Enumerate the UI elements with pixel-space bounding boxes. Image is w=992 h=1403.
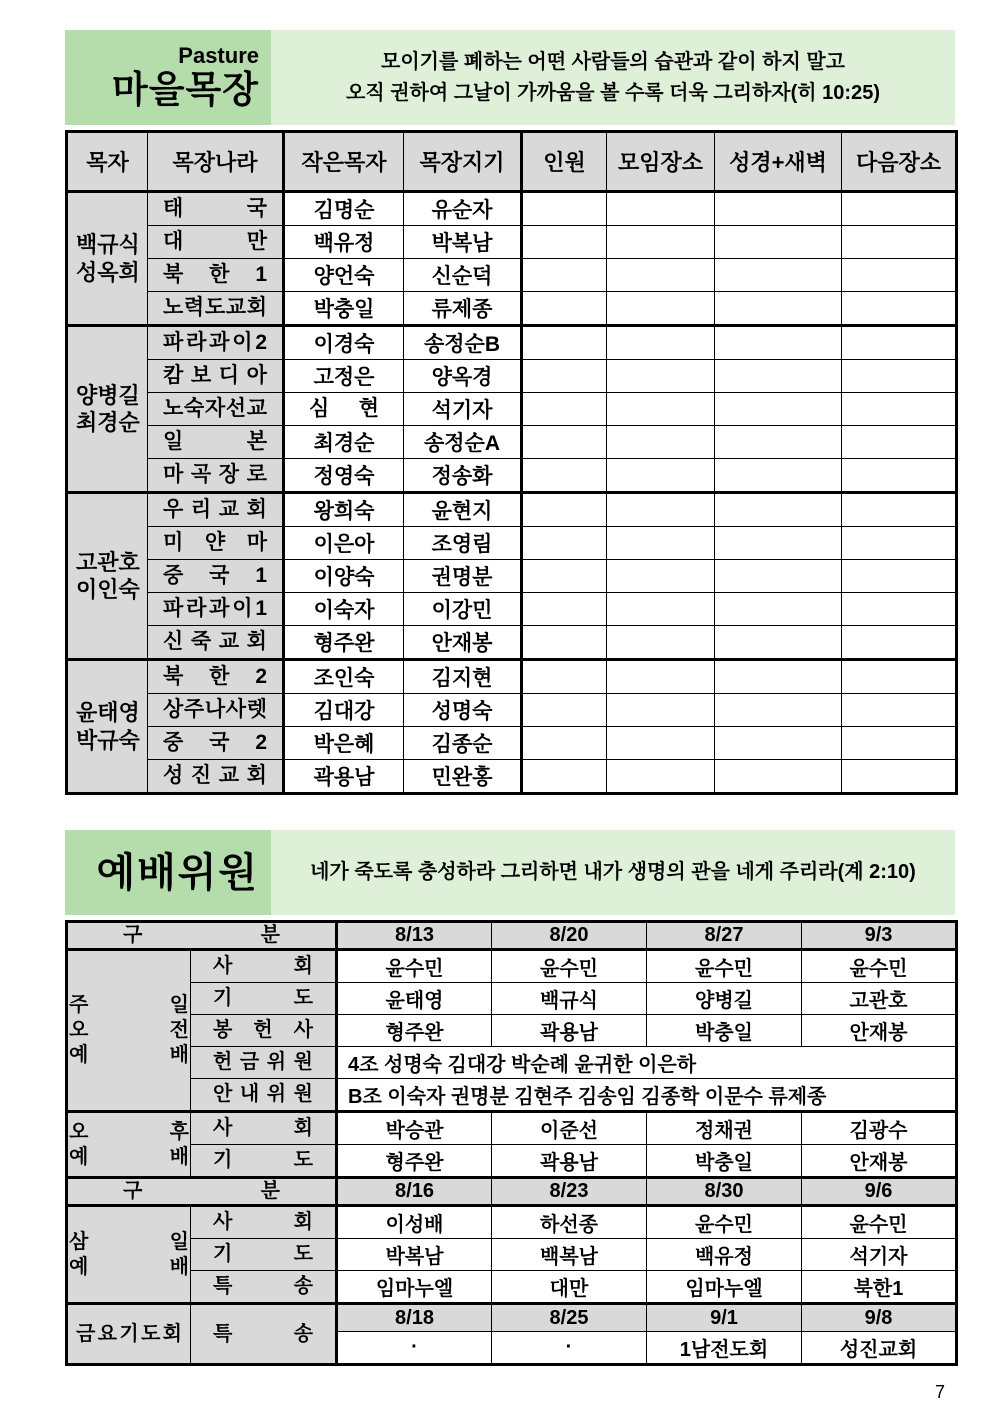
country-cell: 파 라 과 이 2 <box>148 326 284 360</box>
pasture-title-box <box>65 30 271 125</box>
small-shepherd-cell: 형주완 <box>284 626 404 660</box>
keeper-cell: 유순자 <box>404 192 522 226</box>
special-song-cell: 성진교회 <box>802 1332 957 1365</box>
name-cell: 백복남 <box>492 1239 647 1271</box>
next-place-cell <box>842 527 957 560</box>
name-cell: 이성배 <box>337 1206 492 1239</box>
count-cell <box>522 626 607 660</box>
country-cell: 신 죽 교 회 <box>148 626 284 660</box>
place-cell <box>607 326 715 360</box>
count-cell <box>522 360 607 393</box>
pasture-row <box>67 426 957 459</box>
country-cell: 대 만 <box>148 226 284 259</box>
next-place-cell <box>842 493 957 527</box>
group-cell: 삼 일 예 배 <box>67 1206 191 1304</box>
keeper-cell: 정송화 <box>404 459 522 493</box>
keeper-cell: 신순덕 <box>404 259 522 292</box>
worship-verse: 네가 죽도록 충성하라 그리하면 내가 생명의 관을 네게 주리라(계 2:10) <box>310 861 916 883</box>
shepherd-cell: 윤 태 영 박 규 숙 <box>67 660 148 794</box>
pasture-row <box>67 259 957 292</box>
place-cell <box>607 593 715 626</box>
role-label-cell: 봉 헌 사 <box>191 1015 337 1047</box>
count-cell <box>522 426 607 459</box>
name-cell: 윤수민 <box>647 950 802 983</box>
pasture-title: 마을목장 <box>112 69 259 111</box>
pasture-table <box>65 130 958 795</box>
count-cell <box>522 727 607 760</box>
keeper-cell: 윤현지 <box>404 493 522 527</box>
keeper-cell: 송정순B <box>404 326 522 360</box>
small-shepherd-cell: 백유정 <box>284 226 404 259</box>
pasture-verse-line1: 모이기를 폐하는 어떤 사람들의 습관과 같이 하지 말고 <box>381 50 845 73</box>
group-cell: 금 요 기 도 회 <box>67 1304 191 1365</box>
shepherd-cell: 고 관 호 이 인 숙 <box>67 493 148 660</box>
name-cell: 박복남 <box>337 1239 492 1271</box>
worship-table <box>65 920 958 1366</box>
place-cell <box>607 459 715 493</box>
place-cell <box>607 560 715 593</box>
worship-row <box>67 1178 957 1206</box>
country-cell: 노 력 도 교 회 <box>148 292 284 326</box>
pasture-row <box>67 192 957 226</box>
bible-dawn-cell <box>715 493 842 527</box>
count-cell <box>522 192 607 226</box>
bible-dawn-cell <box>715 694 842 727</box>
count-cell <box>522 259 607 292</box>
name-cell: 윤수민 <box>647 1206 802 1239</box>
date-header-cell: 8/27 <box>647 922 802 950</box>
date-header-cell: 8/18 <box>337 1304 492 1332</box>
small-shepherd-cell: 박충일 <box>284 292 404 326</box>
special-song-cell: · <box>337 1332 492 1365</box>
name-cell: 임마누엘 <box>337 1271 492 1304</box>
pasture-verse-box <box>271 30 955 125</box>
count-cell <box>522 760 607 794</box>
wide-names-cell: 4조 성명숙 김대강 박순례 윤귀한 이은하 <box>337 1047 957 1079</box>
wide-names-cell: B조 이숙자 권명분 김현주 김송임 김종학 이문수 류제종 <box>337 1079 957 1112</box>
date-header-cell: 9/1 <box>647 1304 802 1332</box>
pasture-row <box>67 694 957 727</box>
role-label-cell: 사 회 <box>191 1112 337 1145</box>
name-cell: 곽용남 <box>492 1145 647 1178</box>
small-shepherd-cell: 조인숙 <box>284 660 404 694</box>
country-cell: 북 한 1 <box>148 259 284 292</box>
name-cell: 하선종 <box>492 1206 647 1239</box>
worship-row <box>67 1271 957 1304</box>
place-cell <box>607 660 715 694</box>
pasture-banner <box>65 30 955 125</box>
keeper-cell: 김종순 <box>404 727 522 760</box>
name-cell: 곽용남 <box>492 1015 647 1047</box>
special-song-cell: 1남전도회 <box>647 1332 802 1365</box>
next-place-cell <box>842 192 957 226</box>
place-cell <box>607 292 715 326</box>
name-cell: 형주완 <box>337 1145 492 1178</box>
date-header-cell: 9/8 <box>802 1304 957 1332</box>
worship-row <box>67 1079 957 1112</box>
worship-row <box>67 1047 957 1079</box>
bible-dawn-cell <box>715 360 842 393</box>
name-cell: 윤수민 <box>337 950 492 983</box>
bible-dawn-cell <box>715 226 842 259</box>
col-header-small-shepherd: 작은목자 <box>284 132 404 192</box>
country-cell: 노 숙 자 선 교 <box>148 393 284 426</box>
worship-verse-box <box>271 830 955 915</box>
worship-row <box>67 983 957 1015</box>
place-cell <box>607 393 715 426</box>
bible-dawn-cell <box>715 326 842 360</box>
pasture-row <box>67 360 957 393</box>
bible-dawn-cell <box>715 459 842 493</box>
role-label-cell: 기 도 <box>191 983 337 1015</box>
place-cell <box>607 493 715 527</box>
place-cell <box>607 727 715 760</box>
col-header-keeper: 목장지기 <box>404 132 522 192</box>
name-cell: 윤수민 <box>802 950 957 983</box>
count-cell <box>522 560 607 593</box>
pasture-row <box>67 593 957 626</box>
name-cell: 이준선 <box>492 1112 647 1145</box>
col-header-shepherd: 목자 <box>67 132 148 192</box>
place-cell <box>607 192 715 226</box>
role-label-cell: 헌 금 위 원 <box>191 1047 337 1079</box>
worship-row <box>67 1145 957 1178</box>
name-cell: 백유정 <box>647 1239 802 1271</box>
worship-row <box>67 1304 957 1332</box>
pasture-header-row <box>67 132 957 192</box>
name-cell: 윤수민 <box>492 950 647 983</box>
next-place-cell <box>842 760 957 794</box>
next-place-cell <box>842 626 957 660</box>
count-cell <box>522 226 607 259</box>
worship-row <box>67 1015 957 1047</box>
bible-dawn-cell <box>715 426 842 459</box>
keeper-cell: 박복남 <box>404 226 522 259</box>
worship-banner <box>65 830 955 915</box>
next-place-cell <box>842 360 957 393</box>
count-cell <box>522 527 607 560</box>
shepherd-cell: 양 병 길 최 경 순 <box>67 326 148 493</box>
small-shepherd-cell: 이숙자 <box>284 593 404 626</box>
small-shepherd-cell: 심 현 <box>284 393 404 426</box>
count-cell <box>522 493 607 527</box>
date-header-cell: 9/6 <box>802 1178 957 1206</box>
country-cell: 상 주 나 사 렛 <box>148 694 284 727</box>
role-label-cell: 사 회 <box>191 950 337 983</box>
bible-dawn-cell <box>715 192 842 226</box>
place-cell <box>607 694 715 727</box>
country-cell: 중 국 2 <box>148 727 284 760</box>
col-header-bible-dawn: 성경+새벽 <box>715 132 842 192</box>
small-shepherd-cell: 최경순 <box>284 426 404 459</box>
worship-row <box>67 922 957 950</box>
name-cell: 정채권 <box>647 1112 802 1145</box>
worship-title-box <box>65 830 271 915</box>
keeper-cell: 민완홍 <box>404 760 522 794</box>
col-header-place: 모임장소 <box>607 132 715 192</box>
place-cell <box>607 626 715 660</box>
small-shepherd-cell: 양언숙 <box>284 259 404 292</box>
worship-table-body <box>67 922 957 1365</box>
date-header-cell: 9/3 <box>802 922 957 950</box>
keeper-cell: 성명숙 <box>404 694 522 727</box>
divider-label-cell: 구 분 <box>67 1178 337 1206</box>
date-header-cell: 8/20 <box>492 922 647 950</box>
group-cell: 오 후 예 배 <box>67 1112 191 1178</box>
next-place-cell <box>842 226 957 259</box>
pasture-row <box>67 727 957 760</box>
bible-dawn-cell <box>715 527 842 560</box>
count-cell <box>522 292 607 326</box>
country-cell: 마 곡 장 로 <box>148 459 284 493</box>
role-label-cell: 기 도 <box>191 1239 337 1271</box>
worship-row <box>67 1112 957 1145</box>
small-shepherd-cell: 왕희숙 <box>284 493 404 527</box>
keeper-cell: 이강민 <box>404 593 522 626</box>
place-cell <box>607 760 715 794</box>
name-cell: 박충일 <box>647 1145 802 1178</box>
keeper-cell: 조영림 <box>404 527 522 560</box>
name-cell: 형주완 <box>337 1015 492 1047</box>
pasture-table-body <box>67 192 957 794</box>
col-header-count: 인원 <box>522 132 607 192</box>
country-cell: 북 한 2 <box>148 660 284 694</box>
page-number: 7 <box>934 1382 945 1402</box>
place-cell <box>607 360 715 393</box>
name-cell: 윤수민 <box>802 1206 957 1239</box>
country-cell: 우 리 교 회 <box>148 493 284 527</box>
country-cell: 중 국 1 <box>148 560 284 593</box>
next-place-cell <box>842 259 957 292</box>
worship-row <box>67 1239 957 1271</box>
date-header-cell: 8/30 <box>647 1178 802 1206</box>
next-place-cell <box>842 426 957 459</box>
name-cell: 임마누엘 <box>647 1271 802 1304</box>
name-cell: 고관호 <box>802 983 957 1015</box>
pasture-row <box>67 493 957 527</box>
pasture-verse-line2: 오직 권하여 그날이 가까움을 볼 수록 더욱 그리하자(히 10:25) <box>346 81 880 104</box>
country-cell: 태 국 <box>148 192 284 226</box>
count-cell <box>522 660 607 694</box>
bible-dawn-cell <box>715 593 842 626</box>
role-label-cell: 특 송 <box>191 1271 337 1304</box>
pasture-row <box>67 660 957 694</box>
name-cell: 양병길 <box>647 983 802 1015</box>
country-cell: 성 진 교 회 <box>148 760 284 794</box>
country-cell: 미 얀 마 <box>148 527 284 560</box>
special-song-cell: · <box>492 1332 647 1365</box>
small-shepherd-cell: 고정은 <box>284 360 404 393</box>
pasture-row <box>67 527 957 560</box>
next-place-cell <box>842 326 957 360</box>
bible-dawn-cell <box>715 560 842 593</box>
next-place-cell <box>842 694 957 727</box>
name-cell: 백규식 <box>492 983 647 1015</box>
bible-dawn-cell <box>715 626 842 660</box>
keeper-cell: 안재봉 <box>404 626 522 660</box>
country-cell: 캄 보 디 아 <box>148 360 284 393</box>
keeper-cell: 류제종 <box>404 292 522 326</box>
next-place-cell <box>842 393 957 426</box>
small-shepherd-cell: 정영숙 <box>284 459 404 493</box>
pasture-row <box>67 326 957 360</box>
keeper-cell: 석기자 <box>404 393 522 426</box>
pasture-row <box>67 226 957 259</box>
name-cell: 석기자 <box>802 1239 957 1271</box>
divider-label-cell: 구 분 <box>67 922 337 950</box>
next-place-cell <box>842 593 957 626</box>
name-cell: 북한1 <box>802 1271 957 1304</box>
bible-dawn-cell <box>715 292 842 326</box>
group-cell: 주 일 오 전 예 배 <box>67 950 191 1112</box>
name-cell: 박승관 <box>337 1112 492 1145</box>
worship-row <box>67 950 957 983</box>
count-cell <box>522 326 607 360</box>
pasture-row <box>67 626 957 660</box>
next-place-cell <box>842 459 957 493</box>
count-cell <box>522 694 607 727</box>
small-shepherd-cell: 이은아 <box>284 527 404 560</box>
pasture-row <box>67 560 957 593</box>
pasture-row <box>67 760 957 794</box>
role-label-cell: 안 내 위 원 <box>191 1079 337 1112</box>
bible-dawn-cell <box>715 760 842 794</box>
next-place-cell <box>842 727 957 760</box>
role-label-cell: 특 송 <box>191 1304 337 1365</box>
bible-dawn-cell <box>715 259 842 292</box>
bible-dawn-cell <box>715 660 842 694</box>
role-label-cell: 사 회 <box>191 1206 337 1239</box>
keeper-cell: 권명분 <box>404 560 522 593</box>
col-header-next-place: 다음장소 <box>842 132 957 192</box>
date-header-cell: 8/13 <box>337 922 492 950</box>
small-shepherd-cell: 박은혜 <box>284 727 404 760</box>
date-header-cell: 8/23 <box>492 1178 647 1206</box>
country-cell: 일 본 <box>148 426 284 459</box>
small-shepherd-cell: 이양숙 <box>284 560 404 593</box>
keeper-cell: 김지현 <box>404 660 522 694</box>
bible-dawn-cell <box>715 393 842 426</box>
next-place-cell <box>842 660 957 694</box>
pasture-row <box>67 393 957 426</box>
place-cell <box>607 426 715 459</box>
pasture-tag: Pasture <box>178 43 259 69</box>
name-cell: 안재봉 <box>802 1015 957 1047</box>
small-shepherd-cell: 김대강 <box>284 694 404 727</box>
worship-title: 예배위원 <box>96 850 259 895</box>
count-cell <box>522 393 607 426</box>
name-cell: 대만 <box>492 1271 647 1304</box>
date-header-cell: 8/16 <box>337 1178 492 1206</box>
col-header-country: 목장나라 <box>148 132 284 192</box>
worship-row <box>67 1206 957 1239</box>
name-cell: 윤태영 <box>337 983 492 1015</box>
shepherd-cell: 백 규 식 성 옥 희 <box>67 192 148 326</box>
name-cell: 안재봉 <box>802 1145 957 1178</box>
next-place-cell <box>842 292 957 326</box>
bible-dawn-cell <box>715 727 842 760</box>
count-cell <box>522 593 607 626</box>
name-cell: 김광수 <box>802 1112 957 1145</box>
pasture-row <box>67 459 957 493</box>
date-header-cell: 8/25 <box>492 1304 647 1332</box>
small-shepherd-cell: 곽용남 <box>284 760 404 794</box>
place-cell <box>607 527 715 560</box>
keeper-cell: 양옥경 <box>404 360 522 393</box>
count-cell <box>522 459 607 493</box>
keeper-cell: 송정순A <box>404 426 522 459</box>
place-cell <box>607 226 715 259</box>
small-shepherd-cell: 이경숙 <box>284 326 404 360</box>
role-label-cell: 기 도 <box>191 1145 337 1178</box>
pasture-row <box>67 292 957 326</box>
place-cell <box>607 259 715 292</box>
country-cell: 파 라 과 이 1 <box>148 593 284 626</box>
small-shepherd-cell: 김명순 <box>284 192 404 226</box>
name-cell: 박충일 <box>647 1015 802 1047</box>
next-place-cell <box>842 560 957 593</box>
